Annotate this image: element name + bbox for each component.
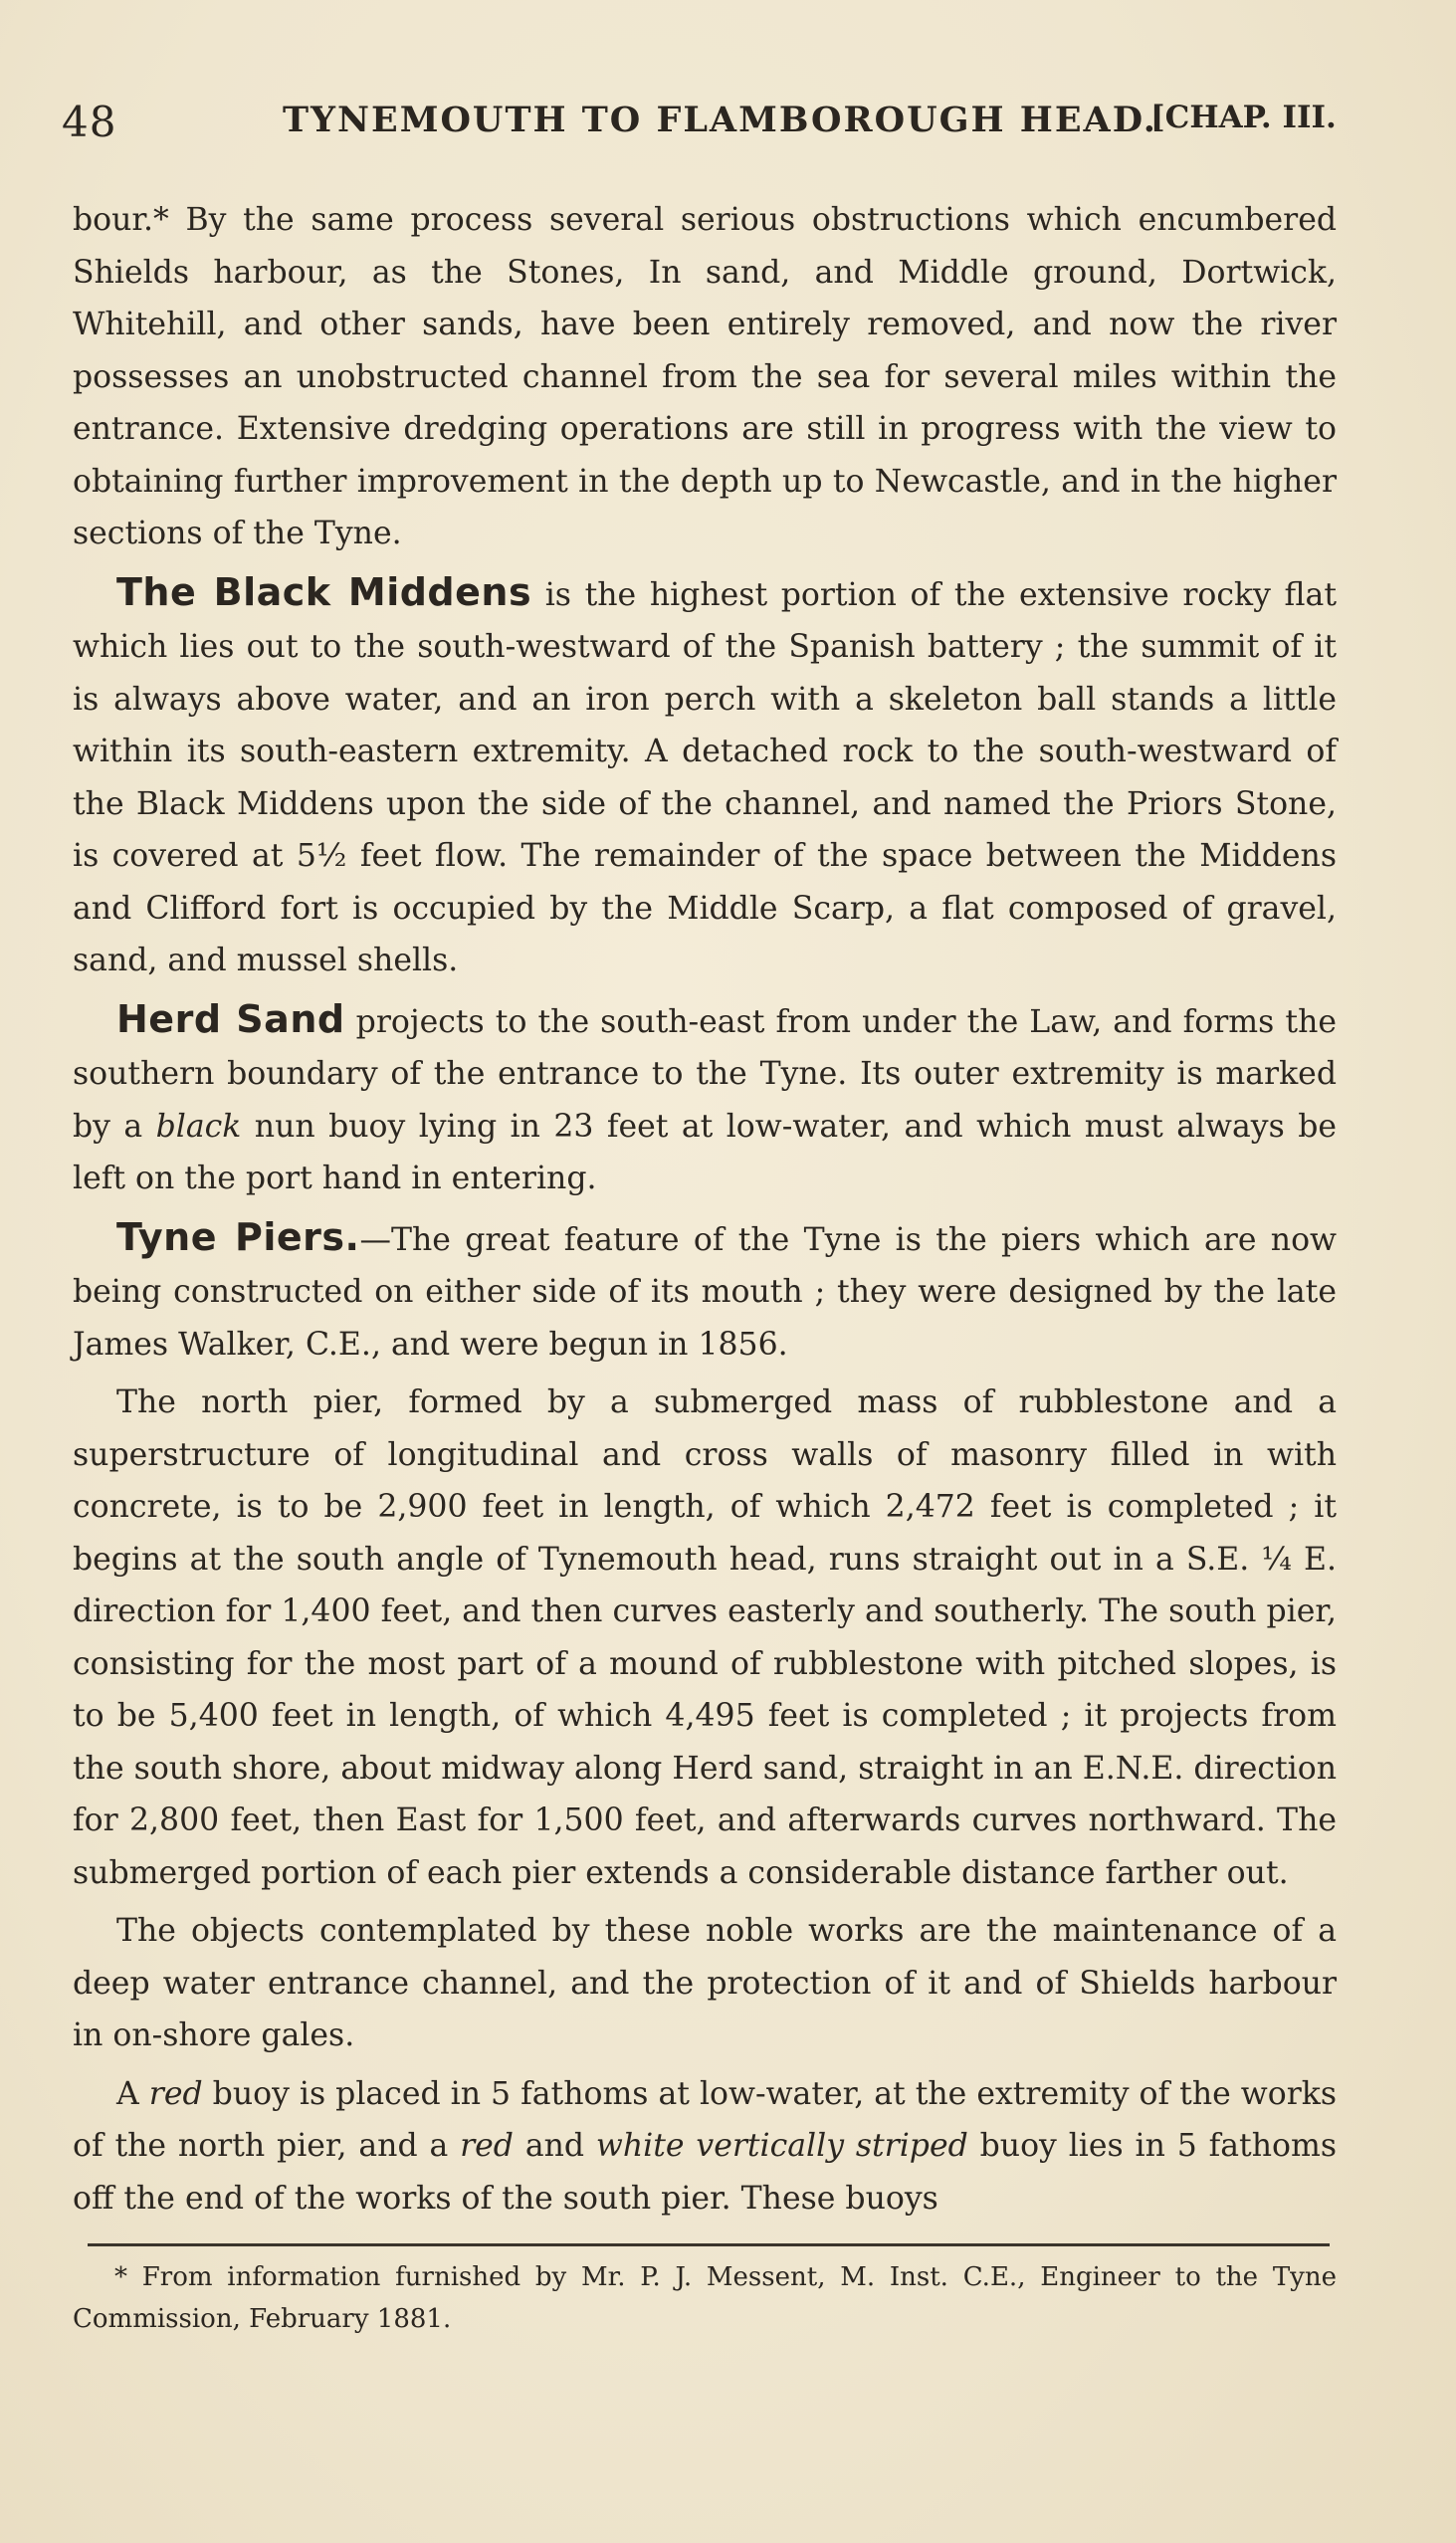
- buoys-text-d: buoy lies in 5 fathoms off the end of the works of the south pier. These buoys: [73, 2128, 1338, 2217]
- herd-sand-emphasis: black: [155, 1108, 242, 1145]
- buoys-emphasis-red-2: red: [460, 2128, 514, 2164]
- paragraph-objects-contemplated: The objects contemplated by these noble works are the maintenance of a deep water entrance channel, and the protection of it and of Shields harbour in on-shore gales.: [73, 1913, 1337, 2053]
- paragraph-tyne-piers: [73, 1211, 1337, 1372]
- buoys-text-a: A: [116, 2075, 149, 2112]
- paragraph-black-middens: [73, 566, 1337, 987]
- tyne-piers-text: —The great feature of the Tyne is the piers which are now being constructed on either side of its mouth ; they were designed by the late James Walker, C.E., and were begun in 1856.: [73, 1221, 1337, 1363]
- buoys-text-b: buoy is placed in 5 fathoms at low-water, at the extremity of the works of the north pier, and a: [73, 2075, 1338, 2164]
- buoys-emphasis-red: red: [148, 2075, 203, 2112]
- running-title: TYNEMOUTH TO FLAMBOROUGH HEAD.: [283, 100, 1157, 140]
- paragraph-buoys: [73, 2068, 1337, 2225]
- herd-sand-text-a: projects to the south-east from under the Law, and forms the southern boundary of the entrance to the Tyne. Its outer extremity is marked by a: [73, 1003, 1337, 1145]
- footnote-text: * From information furnished by Mr. P. J. Messent, M. Inst. C.E., Engineer to the Tyne Commission, February 1881.: [73, 2262, 1337, 2334]
- buoys-text-c: and: [513, 2128, 596, 2164]
- page-header: [62, 98, 1395, 157]
- paragraph-north-south-piers: The north pier, formed by a submerged mass of rubblestone and a superstructure of longitudinal and cross walls of masonry filled in with concrete, is to be 2,900 feet in length, of which 2,472 feet is completed ; it begins at the south angle of Tynemouth head, runs straight out in a S.E. ¼ E. direction for 1,400 feet, and then curves easterly and southerly. The south pier, consisting for the most part of a mound of rubblestone with pitched slopes, is to be 5,400 feet in length, of which 4,495 feet is completed ; it projects from the south shore, about midway along Herd sand, straight in an E.N.E. direction for 2,800 feet, then East for 1,500 feet, and afterwards curves northward. The submerged portion of each pier extends a considerable distance farther out.: [73, 1384, 1337, 1891]
- buoys-emphasis-striped: white vertically striped: [595, 2128, 968, 2164]
- section-heading-tyne-piers: Tyne Piers.: [116, 1214, 360, 1259]
- paragraph-herd-sand: [73, 993, 1337, 1205]
- page-number: 48: [62, 98, 117, 146]
- black-middens-text: is the highest portion of the extensive rocky flat which lies out to the south-westward of the Spanish battery ; the summit of it is always above water, and an iron perch with a skeleton ball stands a little within its south-eastern extremity. A detached rock to the south-westward of the Black Middens upon the side of the channel, and named the Priors Stone, is covered at 5½ feet flow. The remainder of the space between the Middens and Clifford fort is occupied by the Middle Scarp, a flat composed of gravel, sand, and mussel shells.: [73, 576, 1337, 978]
- footnote: [73, 2256, 1337, 2340]
- herd-sand-text-b: nun buoy lying in 23 feet at low-water, and which must always be left on the port hand in entering.: [73, 1108, 1337, 1196]
- chapter-reference: [CHAP. III.: [1150, 100, 1337, 135]
- footnote-divider: [88, 2243, 1330, 2246]
- section-heading-herd-sand: Herd Sand: [116, 996, 345, 1041]
- section-heading-black-middens: The Black Middens: [116, 569, 532, 614]
- body-text: [73, 194, 1337, 2230]
- paragraph-harbour-improvements: bour.* By the same process several serious obstructions which encumbered Shields harbour, as the Stones, In sand, and Middle ground, Dortwick, Whitehill, and other sands, have been entirely removed, and now the river possesses an unobstructed channel from the sea for several miles within the entrance. Extensive dredging operations are still in progress with the view to obtaining further improvement in the depth up to Newcastle, and in the higher sections of the Tyne.: [73, 202, 1337, 551]
